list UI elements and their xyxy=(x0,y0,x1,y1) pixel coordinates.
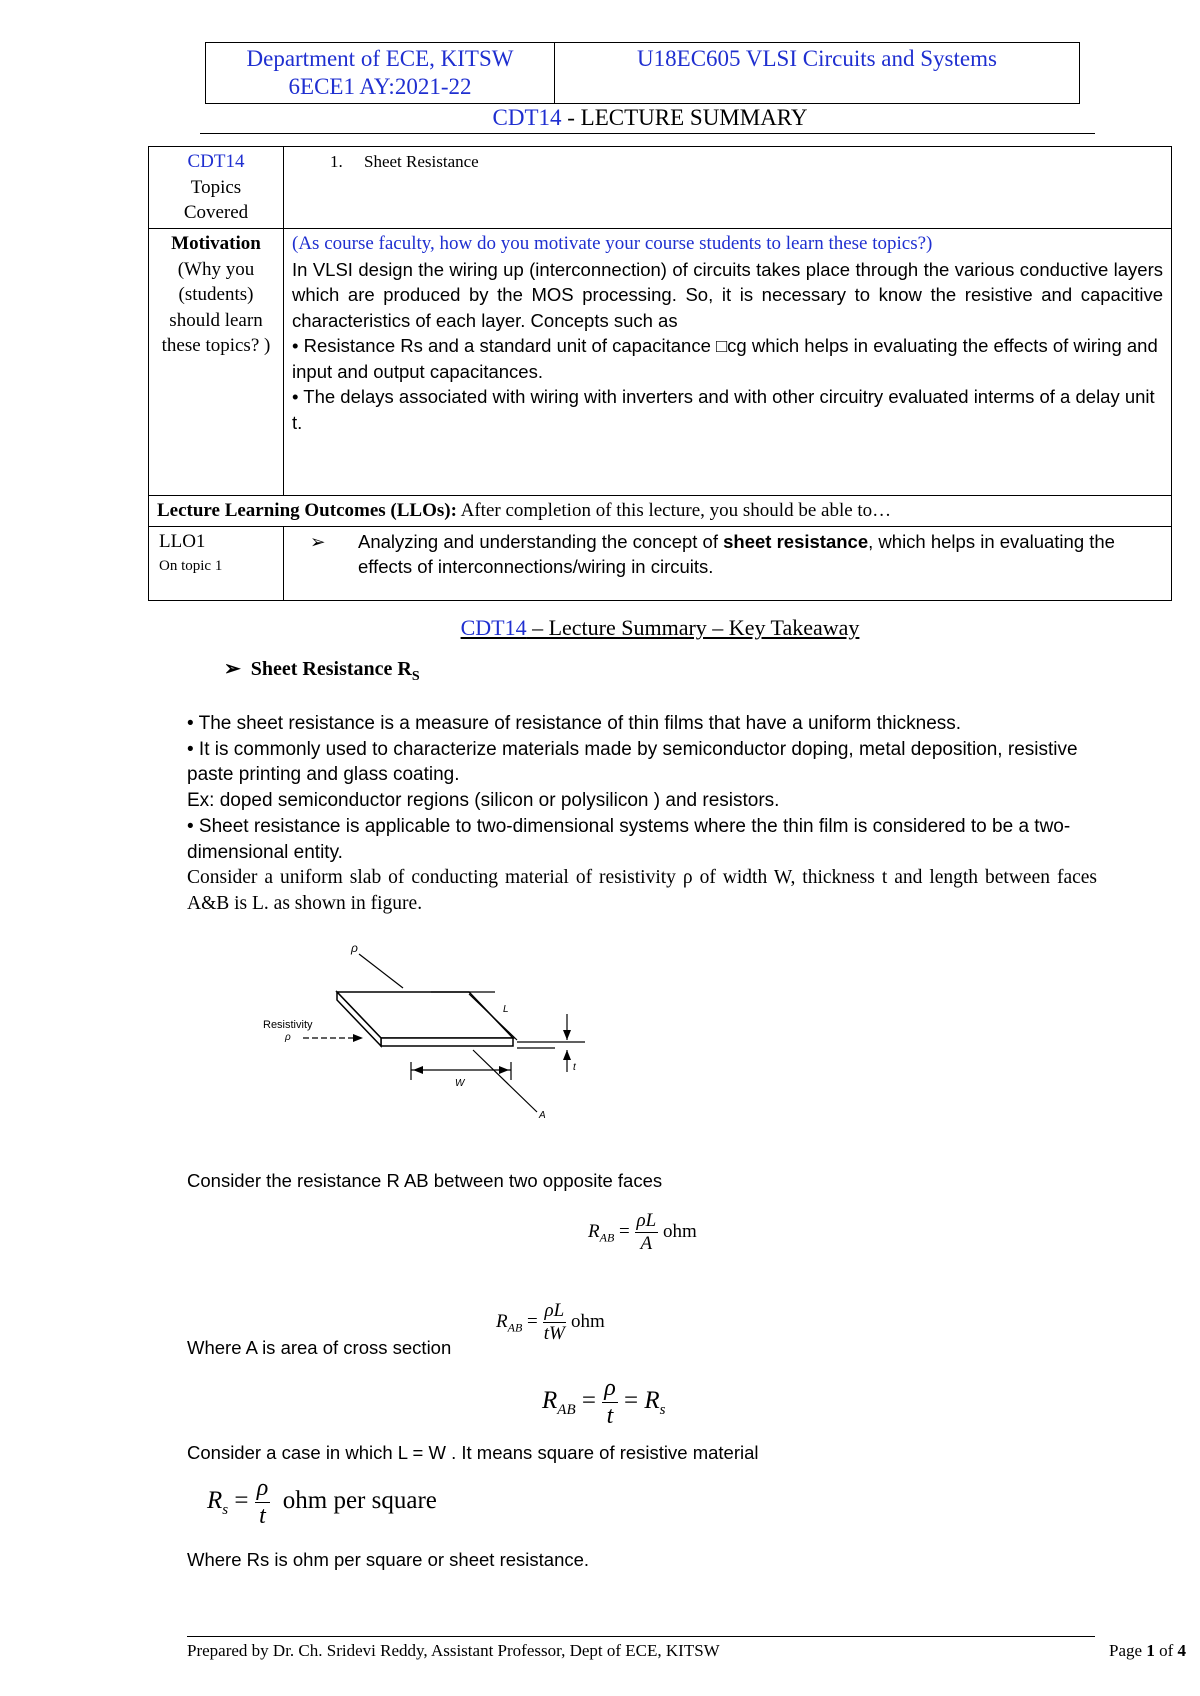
fig-l-label: L xyxy=(503,1004,509,1015)
fig-rho-small: ρ xyxy=(285,1032,291,1043)
footer-rule xyxy=(187,1636,1095,1637)
topic-number: 1. xyxy=(330,152,343,171)
topic-name: Sheet Resistance xyxy=(364,152,479,171)
paragraph-7: Where A is area of cross section xyxy=(187,1337,452,1358)
eq1-den: A xyxy=(640,1233,653,1254)
paragraph-2: • It is commonly used to characterize materials made by semiconductor doping, metal deposition, resistive paste printing and glass coating. xyxy=(187,738,1078,786)
eq2-lhs: R xyxy=(496,1310,508,1332)
motivation-bullet-2: • The delays associated with wiring with inverters and with other circuitry evaluated interms of a delay unit t. xyxy=(292,386,1155,433)
topics-label-cell xyxy=(149,147,284,229)
motivation-text: In VLSI design the wiring up (interconnection) of circuits takes place through the various conductive layers which are produced by the MOS processing. So, it is necessary to know the resistive and capacitive characteristics of each layer. Concepts such as xyxy=(292,258,1163,331)
section-heading xyxy=(224,656,420,690)
eq3-num: ρ xyxy=(604,1375,616,1401)
page-total: 4 xyxy=(1177,1641,1186,1660)
motivation-sub: (Why you (students) should learn these topics? ) xyxy=(161,258,271,356)
paragraph-9: Where Rs is ohm per square or sheet resistance. xyxy=(187,1549,590,1570)
eq4-den: t xyxy=(259,1503,266,1529)
heading-text: Sheet Resistance R xyxy=(250,658,412,680)
takeaway-code: CDT14 xyxy=(460,615,527,640)
eq1-lhs: R xyxy=(588,1220,600,1242)
footer-page xyxy=(1109,1641,1186,1661)
paragraph-1: • The sheet resistance is a measure of resistance of thin films that have a uniform thickness. xyxy=(187,713,962,734)
department-line2: 6ECE1 AY:2021-22 xyxy=(288,74,472,99)
header-box xyxy=(205,42,1080,104)
paragraph-8: Consider a case in which L = W . It means square of resistive material xyxy=(187,1442,759,1463)
eq4-unit: ohm per square xyxy=(282,1487,437,1515)
motivation-bullet-1: • Resistance Rs and a standard unit of capacitance □cg which helps in evaluating the effects of wiring and input and output capacitances. xyxy=(292,335,1158,382)
equation-2 xyxy=(496,1300,605,1345)
eq3-lhs: R xyxy=(542,1387,558,1415)
equation-1 xyxy=(588,1210,697,1255)
slab-front xyxy=(381,1038,513,1046)
a-leader xyxy=(473,1050,537,1112)
slab-figure xyxy=(255,940,595,1130)
w-arrowhead-right xyxy=(499,1066,509,1074)
topics-label-2: Covered xyxy=(183,202,249,223)
eq1-num: ρL xyxy=(636,1210,657,1231)
topics-label-1: Topics xyxy=(190,176,242,198)
heading-sub: S xyxy=(411,669,420,684)
llo-label: LLO1 xyxy=(159,530,206,552)
paragraph-5: Consider a uniform slab of conducting material of resistivity ρ of width W, thickness t and length between faces A&B is L. as shown in figure. xyxy=(187,867,1097,914)
eq3-rhs-sub: s xyxy=(659,1402,666,1419)
t-arrowhead-top xyxy=(563,1030,571,1040)
eq1-lhs-sub: AB xyxy=(599,1230,615,1245)
fig-rho-label: ρ xyxy=(351,941,358,955)
slab-top xyxy=(337,992,513,1038)
eq4-fraction xyxy=(255,1475,271,1530)
summary-table xyxy=(148,146,1172,601)
llo-text-a: Analyzing and understanding the concept of xyxy=(358,530,724,552)
fig-t-label: t xyxy=(573,1062,576,1073)
motivation-prompt: (As course faculty, how do you motivate your course students to learn these topics?) xyxy=(292,233,933,254)
llo-text-cell xyxy=(284,526,1172,600)
takeaway-text: – Lecture Summary – Key Takeaway xyxy=(526,615,860,640)
topics-code: CDT14 xyxy=(187,151,245,172)
eq2-num: ρL xyxy=(544,1300,565,1321)
eq4-num: ρ xyxy=(256,1475,269,1501)
eq3-equals-2: = xyxy=(624,1387,639,1415)
motivation-label-cell xyxy=(149,229,284,496)
slab-shape xyxy=(337,992,513,1046)
motivation-label: Motivation xyxy=(171,233,261,254)
paragraph-6: Consider the resistance R AB between two opposite faces xyxy=(187,1170,663,1191)
llo-sub: On topic 1 xyxy=(159,558,223,574)
footer-prepared: Prepared by Dr. Ch. Sridevi Reddy, Assistant Professor, Dept of ECE, KITSW xyxy=(187,1641,720,1660)
paragraph-3: Ex: doped semiconductor regions (silicon or polysilicon ) and resistors. xyxy=(187,790,780,812)
llo-heading-rest: After completion of this lecture, you should be able to… xyxy=(456,500,892,521)
eq4-lhs: R xyxy=(207,1487,223,1515)
eq3-equals: = xyxy=(581,1387,596,1415)
eq2-unit: ohm xyxy=(570,1310,605,1332)
eq2-equals: = xyxy=(527,1310,538,1332)
page-mid: of xyxy=(1154,1641,1178,1660)
llo-label-cell xyxy=(149,526,284,600)
eq3-den: t xyxy=(606,1403,614,1429)
eq3-lhs-sub: AB xyxy=(557,1402,576,1419)
eq1-equals: = xyxy=(619,1220,630,1242)
fig-a-label: A xyxy=(539,1110,546,1121)
rho-leader xyxy=(359,954,403,988)
eq1-unit: ohm xyxy=(662,1220,697,1242)
fig-resistivity-label: Resistivity xyxy=(263,1019,313,1031)
takeaway-title xyxy=(148,614,1172,642)
equation-4 xyxy=(207,1475,437,1530)
topic-item xyxy=(292,149,1163,175)
w-arrowhead-left xyxy=(413,1066,423,1074)
course-cell xyxy=(555,43,1080,104)
eq1-fraction xyxy=(635,1210,659,1255)
eq3-fraction xyxy=(602,1375,618,1430)
llo-heading-cell xyxy=(149,496,1172,527)
resistivity-arrow xyxy=(353,1034,363,1042)
motivation-cell xyxy=(284,229,1172,496)
fig-w-label: W xyxy=(455,1078,465,1089)
page-number: 1 xyxy=(1146,1641,1155,1660)
paragraph-4: • Sheet resistance is applicable to two-dimensional systems where the thin film is considered to be a two- dimensional entity. xyxy=(187,815,1071,863)
topics-cell xyxy=(284,147,1172,229)
course-title: U18EC605 VLSI Circuits and Systems xyxy=(637,46,997,71)
equation-3 xyxy=(542,1375,665,1430)
department-cell xyxy=(206,43,555,104)
eq4-lhs-sub: s xyxy=(222,1502,229,1519)
llo-item xyxy=(292,529,1163,580)
eq4-equals: = xyxy=(234,1487,249,1515)
heading-arrow-icon: ➢ xyxy=(224,658,241,680)
eq2-fraction xyxy=(543,1300,567,1345)
llo-heading: Lecture Learning Outcomes (LLOs): xyxy=(157,500,457,521)
eq2-lhs-sub: AB xyxy=(507,1320,523,1335)
title-rule xyxy=(200,133,1095,134)
eq2-den: tW xyxy=(543,1323,565,1344)
content-block xyxy=(187,711,1097,917)
department-line1: Department of ECE, KITSW xyxy=(246,46,514,71)
llo-text-bold: sheet resistance xyxy=(723,530,869,552)
llo-text-b: , which helps in evaluating the effects of interconnections/wiring in circuits. xyxy=(358,530,1115,577)
page-title-text: - LECTURE SUMMARY xyxy=(561,105,808,130)
page-title xyxy=(205,104,1095,132)
eq3-rhs: R xyxy=(644,1387,660,1415)
llo-arrow-icon: ➢ xyxy=(310,530,326,552)
page-prefix: Page xyxy=(1109,1641,1147,1660)
llo-text xyxy=(358,529,1163,580)
page-title-code: CDT14 xyxy=(492,105,562,130)
t-arrowhead-bottom xyxy=(563,1050,571,1060)
